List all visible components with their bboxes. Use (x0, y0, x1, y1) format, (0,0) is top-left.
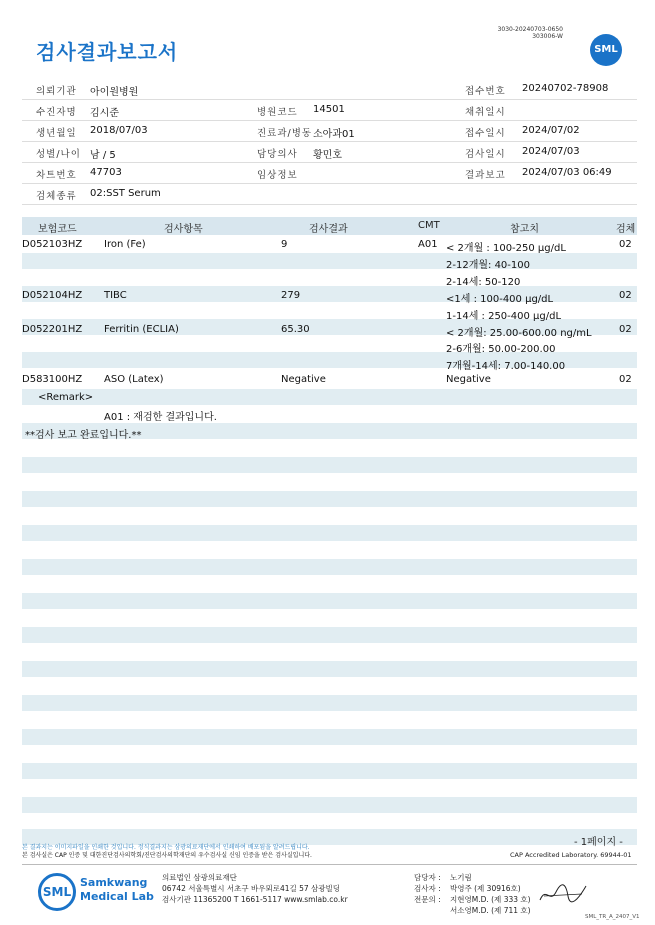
sex-age-label: 성별/나이 (36, 149, 81, 160)
cell-item: Iron (Fe) (104, 239, 146, 250)
col-header-item: 검사항목 (164, 224, 203, 235)
remark-text: A01 : 재검한 결과입니다. (104, 412, 217, 423)
row-stripe (22, 559, 637, 575)
specimen-value: 02:SST Serum (90, 188, 161, 199)
receipt-date-label: 접수일시 (465, 128, 506, 139)
cell-result: 65.30 (281, 324, 310, 335)
dept-value: 소아과01 (313, 129, 355, 140)
remark-label: <Remark> (38, 392, 94, 403)
staff-name-1: 노기림 (450, 873, 472, 882)
cell-specimen: 02 (619, 374, 632, 385)
test-date-value: 2024/07/03 (522, 146, 580, 157)
col-header-code: 보험코드 (38, 224, 77, 235)
cell-specimen: 02 (619, 239, 632, 250)
footer-divider (22, 864, 637, 865)
cell-ref: 2-6개월: 50.00-200.00 (446, 344, 556, 355)
report-date-value: 2024/07/03 06:49 (522, 167, 612, 178)
samkwang-logo-icon: SML (38, 873, 76, 911)
row-stripe (22, 389, 637, 405)
staff-name-3: 지현영M.D. (제 333 호) (450, 895, 531, 904)
info-row-6 (22, 184, 637, 205)
cell-ref: 1-14세 : 250-400 μg/dL (446, 311, 562, 322)
subject-label: 수진자명 (36, 107, 77, 118)
logo-name-line1: Samkwang (80, 876, 148, 889)
cell-ref: <1세 : 100-400 μg/dL (446, 294, 554, 305)
footer-note-cap: 본 검사실은 CAP 인증 및 대한진단검사의학회/진단검사의학재단의 우수검사실 신임 인증을 받은 검사실입니다. (22, 852, 312, 859)
col-header-cmt: CMT (418, 220, 440, 231)
row-stripe (22, 661, 637, 677)
info-row-1 (22, 79, 637, 100)
staff-label-2: 검사자 : (414, 884, 441, 893)
row-stripe (22, 253, 637, 269)
form-code: SML_TR_A_2407_V1 (585, 914, 640, 920)
info-row-4 (22, 142, 637, 163)
doctor-label: 담당의사 (257, 149, 298, 160)
cell-specimen: 02 (619, 324, 632, 335)
footer-note-image: 본 결과지는 이미지파일을 인쇄한 것입니다. 정식결과지는 삼광의료재단에서 인쇄하여 배포됨을 알려드립니다. (22, 844, 310, 851)
staff-label-1: 담당자 : (414, 873, 441, 882)
sex-age-value: 남 / 5 (90, 150, 116, 161)
page-number: - 1페이지 - (574, 837, 623, 848)
cell-result: 279 (281, 290, 301, 301)
cell-ref: 2-14세: 50-120 (446, 277, 521, 288)
staff-name-2: 박영주 (제 30916호) (450, 884, 521, 893)
receipt-no-value: 20240702-78908 (522, 83, 609, 94)
birth-value: 2018/07/03 (90, 125, 148, 136)
dept-label: 진료과/병동 (257, 128, 313, 139)
cell-ref: Negative (446, 374, 491, 385)
hospital-code-label: 병원코드 (257, 107, 298, 118)
cell-ref: < 2개월: 25.00-600.00 ng/mL (446, 328, 592, 339)
info-row-2 (22, 100, 637, 121)
cell-code: D052104HZ (22, 290, 83, 301)
chart-no-label: 차트번호 (36, 170, 77, 181)
org-name: 의료법인 삼광의료재단 (162, 873, 237, 882)
hospital-code-value: 14501 (313, 104, 345, 115)
birth-label: 생년월일 (36, 128, 77, 139)
row-stripe (22, 729, 637, 745)
info-row-3 (22, 121, 637, 142)
cell-code: D052103HZ (22, 239, 83, 250)
col-header-specimen: 검체 (616, 224, 636, 235)
cell-item: ASO (Latex) (104, 374, 164, 385)
row-stripe (22, 763, 637, 779)
row-stripe (22, 797, 637, 813)
cap-accreditation: CAP Accredited Laboratory. 69944-01 (510, 851, 632, 859)
row-stripe (22, 593, 637, 609)
org-address: 06742 서울특별시 서초구 바우뫼로41길 57 삼광빌딩 (162, 884, 341, 893)
doctor-value: 황민호 (313, 150, 342, 161)
completion-text: **검사 보고 완료입니다.** (25, 430, 142, 441)
subject-value: 김시준 (90, 108, 119, 119)
collection-date-label: 채취일시 (465, 107, 506, 118)
cell-item: Ferritin (ECLIA) (104, 324, 179, 335)
org-contact: 검사기관 11365200 T 1661-5117 www.smlab.co.kr (162, 895, 348, 904)
col-header-ref: 참고치 (510, 224, 539, 235)
row-stripe (22, 525, 637, 541)
test-date-label: 검사일시 (465, 149, 506, 160)
report-code-1: 3030-20240703-0650 (497, 26, 563, 33)
sml-logo-icon: SML (590, 34, 622, 66)
staff-label-3: 전문의 : (414, 895, 441, 904)
row-stripe (22, 695, 637, 711)
report-date-label: 결과보고 (465, 170, 506, 181)
cell-code: D583100HZ (22, 374, 83, 385)
cell-specimen: 02 (619, 290, 632, 301)
page-title: 검사결과보고서 (36, 40, 179, 64)
signature-icon (538, 880, 588, 908)
table-header (22, 217, 637, 235)
specimen-label: 검체종류 (36, 191, 77, 202)
info-row-5 (22, 163, 637, 184)
cell-ref: 2-12개월: 40-100 (446, 260, 530, 271)
cell-result: 9 (281, 239, 288, 250)
cell-item: TIBC (104, 290, 127, 301)
row-stripe (22, 457, 637, 473)
report-code-2: 303006-W (532, 33, 563, 40)
cell-result: Negative (281, 374, 326, 385)
institution-label: 의뢰기관 (36, 86, 77, 97)
clinical-label: 임상정보 (257, 170, 298, 181)
logo-name-line2: Medical Lab (80, 890, 154, 903)
institution-value: 아이원병원 (90, 87, 139, 98)
cell-cmt: A01 (418, 239, 438, 250)
row-stripe (22, 491, 637, 507)
cell-ref: < 2개월 : 100-250 μg/dL (446, 243, 566, 254)
row-stripe (22, 627, 637, 643)
cell-code: D052201HZ (22, 324, 83, 335)
cell-ref: 7개월-14세: 7.00-140.00 (446, 361, 566, 372)
receipt-no-label: 접수번호 (465, 86, 506, 97)
chart-no-value: 47703 (90, 167, 122, 178)
col-header-result: 검사결과 (309, 224, 348, 235)
receipt-date-value: 2024/07/02 (522, 125, 580, 136)
staff-name-4: 서소영M.D. (제 711 호) (450, 906, 531, 915)
